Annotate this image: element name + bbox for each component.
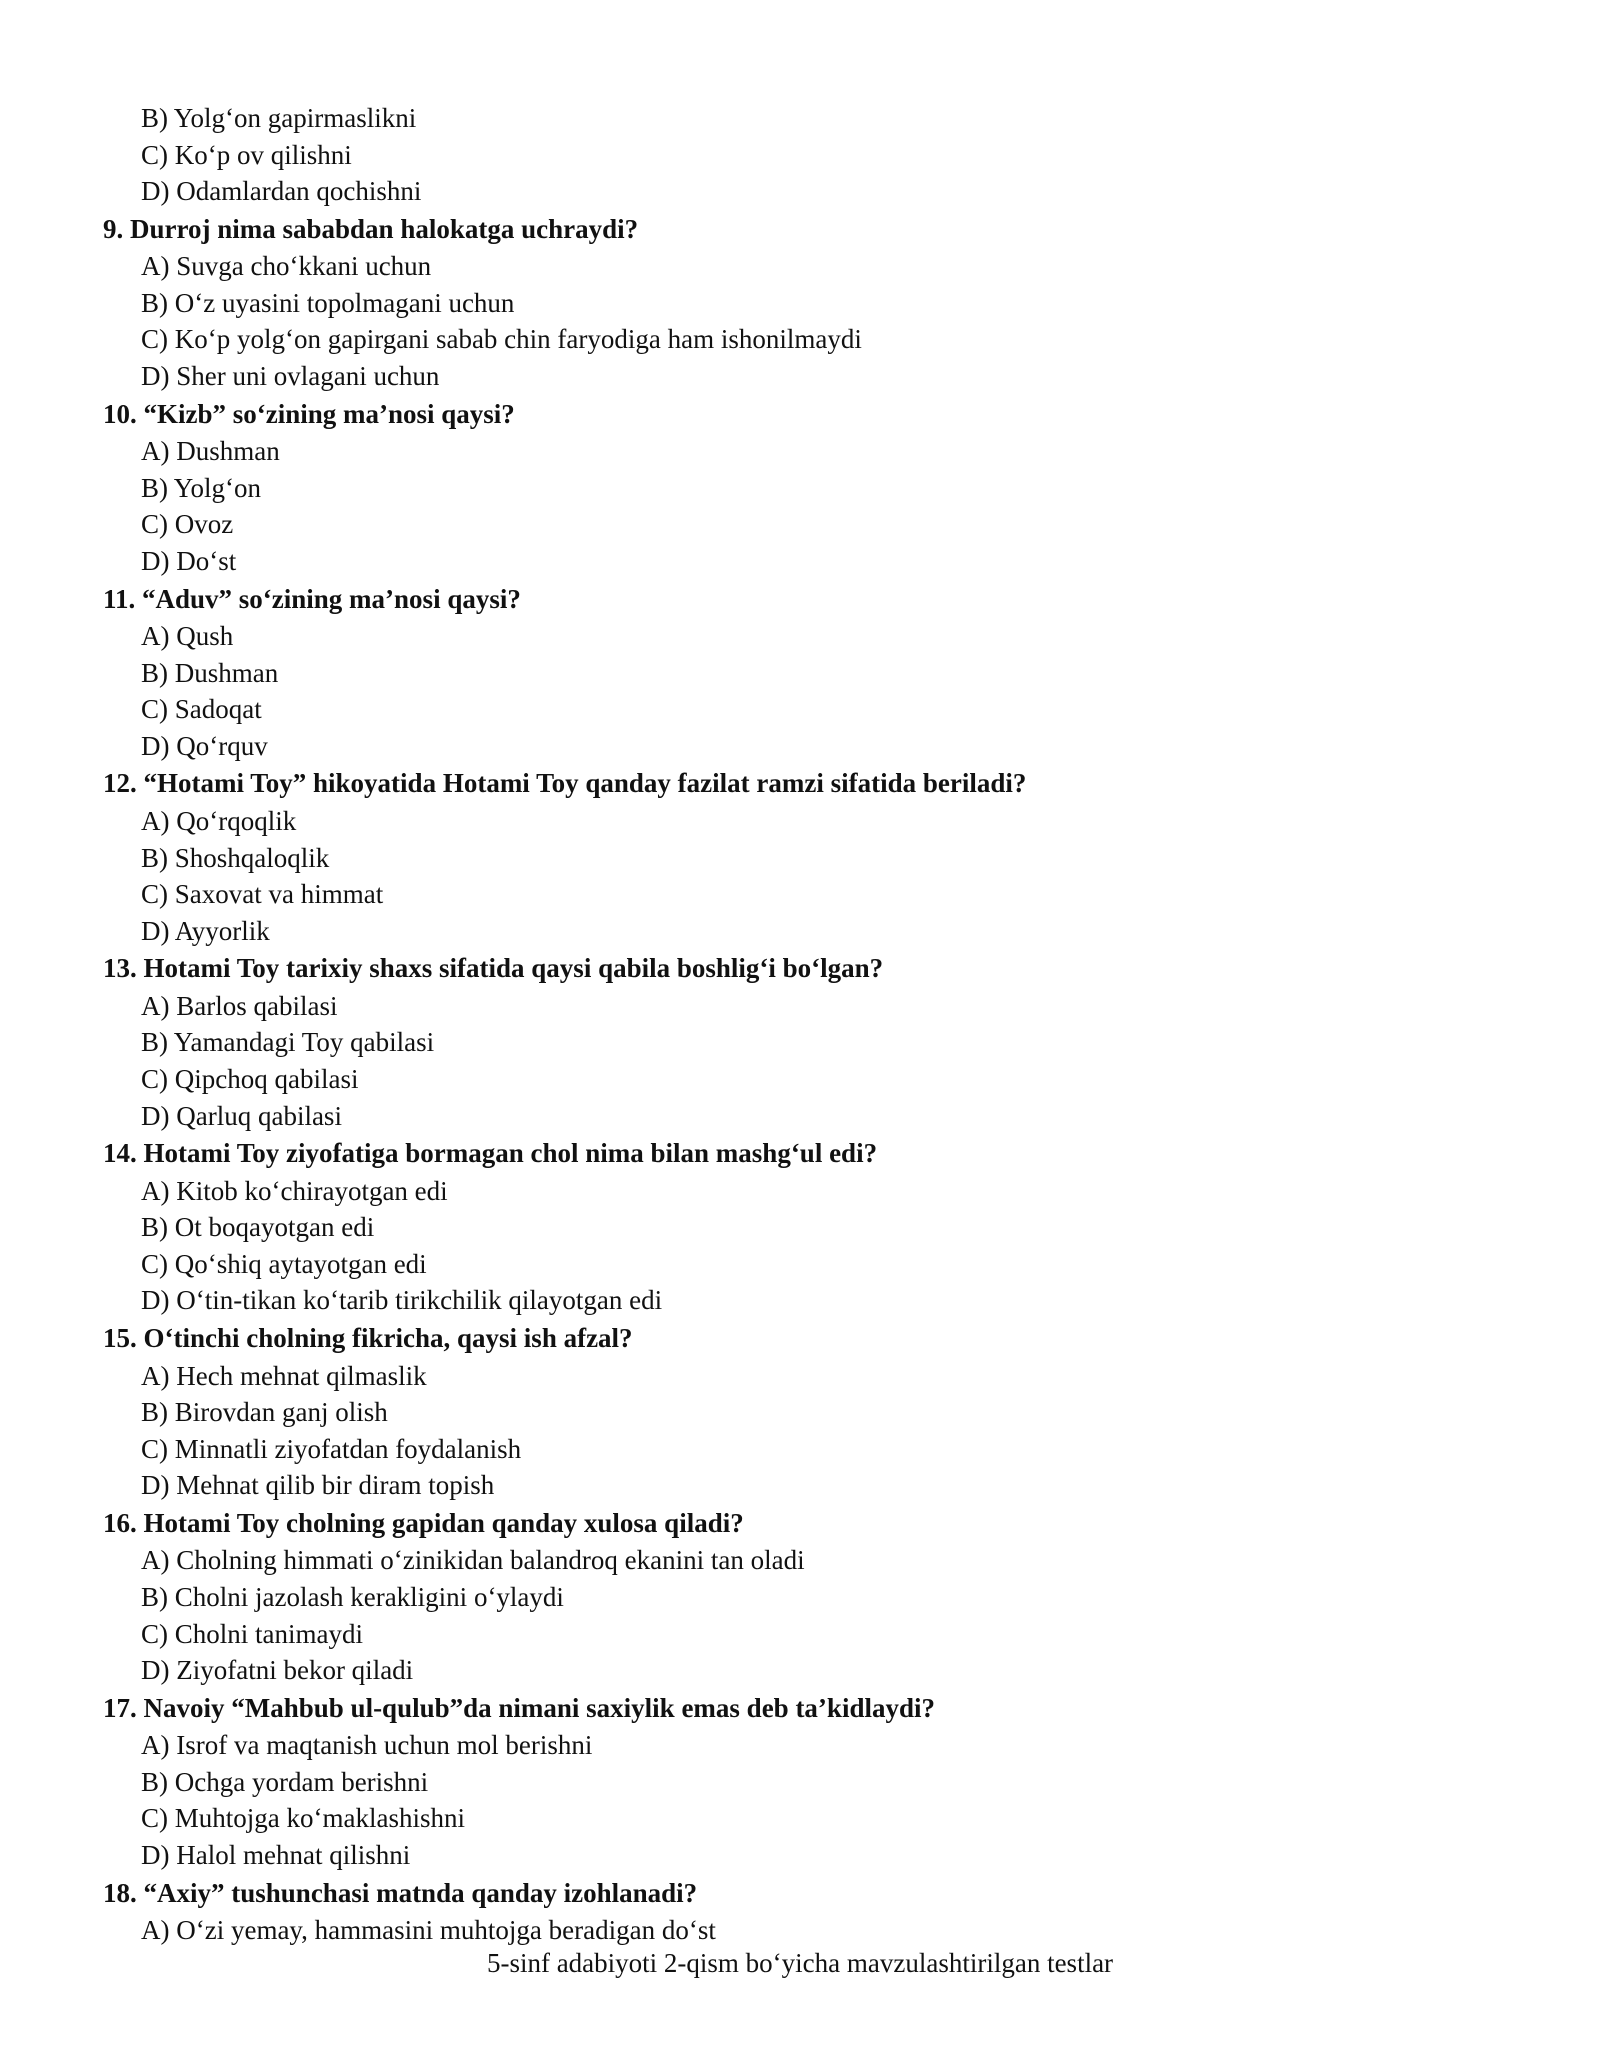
question-11: 11. “Aduv” so‘zining ma’nosi qaysi? (103, 583, 521, 614)
answer-option: C) Ko‘p yolg‘on gapirgani sabab chin faryodiga ham ishonilmaydi (141, 324, 862, 355)
answer-option: D) Mehnat qilib bir diram topish (141, 1470, 495, 1501)
answer-option: C) Qipchoq qabilasi (141, 1063, 359, 1094)
question-16: 16. Hotami Toy cholning gapidan qanday xulosa qiladi? (103, 1507, 744, 1538)
answer-option: C) Sadoqat (141, 694, 262, 725)
answer-option: B) Yolg‘on (141, 472, 262, 503)
answer-option: D) Sher uni ovlagani uchun (141, 361, 440, 392)
answer-option: B) Yamandagi Toy qabilasi (141, 1027, 435, 1058)
answer-option: A) Cholning himmati o‘zinikidan balandroq ekanini tan oladi (141, 1545, 805, 1576)
answer-option: A) Hech mehnat qilmaslik (141, 1360, 427, 1391)
answer-option: B) Birovdan ganj olish (141, 1397, 388, 1428)
answer-option: D) Halol mehnat qilishni (141, 1840, 411, 1871)
answer-option: C) Ko‘p ov qilishni (141, 139, 352, 170)
question-18: 18. “Axiy” tushunchasi matnda qanday izohlanadi? (103, 1877, 698, 1908)
answer-option: D) O‘tin-tikan ko‘tarib tirikchilik qilayotgan edi (141, 1285, 663, 1316)
answer-option: A) Dushman (141, 436, 280, 467)
answer-option: A) Kitob ko‘chirayotgan edi (141, 1175, 448, 1206)
question-17: 17. Navoiy “Mahbub ul-qulub”da nimani saxiylik emas deb ta’kidlaydi? (103, 1692, 935, 1723)
question-15: 15. O‘tinchi cholning fikricha, qaysi ish afzal? (103, 1323, 633, 1354)
answer-option: A) Qush (141, 621, 234, 652)
answer-option: A) Barlos qabilasi (141, 990, 338, 1021)
answer-option: C) Saxovat va himmat (141, 879, 384, 910)
answer-option: B) O‘z uyasini topolmagani uchun (141, 287, 515, 318)
answer-option: A) O‘zi yemay, hammasini muhtojga beradigan do‘st (141, 1915, 716, 1946)
answer-option: B) Ot boqayotgan edi (141, 1212, 375, 1243)
question-12: 12. “Hotami Toy” hikoyatida Hotami Toy qanday fazilat ramzi sifatida beriladi? (103, 768, 1027, 799)
answer-option: C) Minnatli ziyofatdan foydalanish (141, 1433, 522, 1464)
answer-option: C) Qo‘shiq aytayotgan edi (141, 1248, 427, 1279)
question-14: 14. Hotami Toy ziyofatiga bormagan chol nima bilan mashg‘ul edi? (103, 1138, 878, 1169)
footer-text: 5-sinf adabiyoti 2-qism bo‘yicha mavzulashtirilgan testlar (486, 1948, 1114, 1978)
answer-option: B) Ochga yordam berishni (141, 1766, 429, 1797)
question-13: 13. Hotami Toy tarixiy shaxs sifatida qaysi qabila boshlig‘i bo‘lgan? (103, 953, 884, 984)
answer-option: B) Shoshqaloqlik (141, 842, 330, 873)
answer-option: A) Suvga cho‘kkani uchun (141, 251, 432, 282)
answer-option: C) Cholni tanimaydi (141, 1618, 363, 1649)
quiz-content (103, 100, 1503, 1949)
answer-option: D) Ayyorlik (141, 915, 270, 946)
answer-option: D) Qo‘rquv (141, 730, 268, 761)
answer-option: D) Qarluq qabilasi (141, 1100, 342, 1131)
page-footer (0, 1945, 1600, 1981)
answer-option: B) Cholni jazolash kerakligini o‘ylaydi (141, 1582, 564, 1612)
answer-option: B) Yolg‘on gapirmaslikni (141, 103, 417, 133)
answer-option: C) Muhtojga ko‘maklashishni (141, 1803, 465, 1834)
answer-option: C) Ovoz (141, 509, 234, 540)
question-10: 10. “Kizb” so‘zining ma’nosi qaysi? (103, 398, 515, 429)
question-9: 9. Durroj nima sababdan halokatga uchraydi? (103, 213, 639, 244)
answer-option: D) Ziyofatni bekor qiladi (141, 1655, 414, 1686)
answer-option: D) Do‘st (141, 545, 237, 576)
answer-option: D) Odamlardan qochishni (141, 176, 422, 207)
answer-option: B) Dushman (141, 657, 279, 688)
answer-option: A) Qo‘rqoqlik (141, 805, 297, 836)
answer-option: A) Isrof va maqtanish uchun mol berishni (141, 1730, 593, 1761)
